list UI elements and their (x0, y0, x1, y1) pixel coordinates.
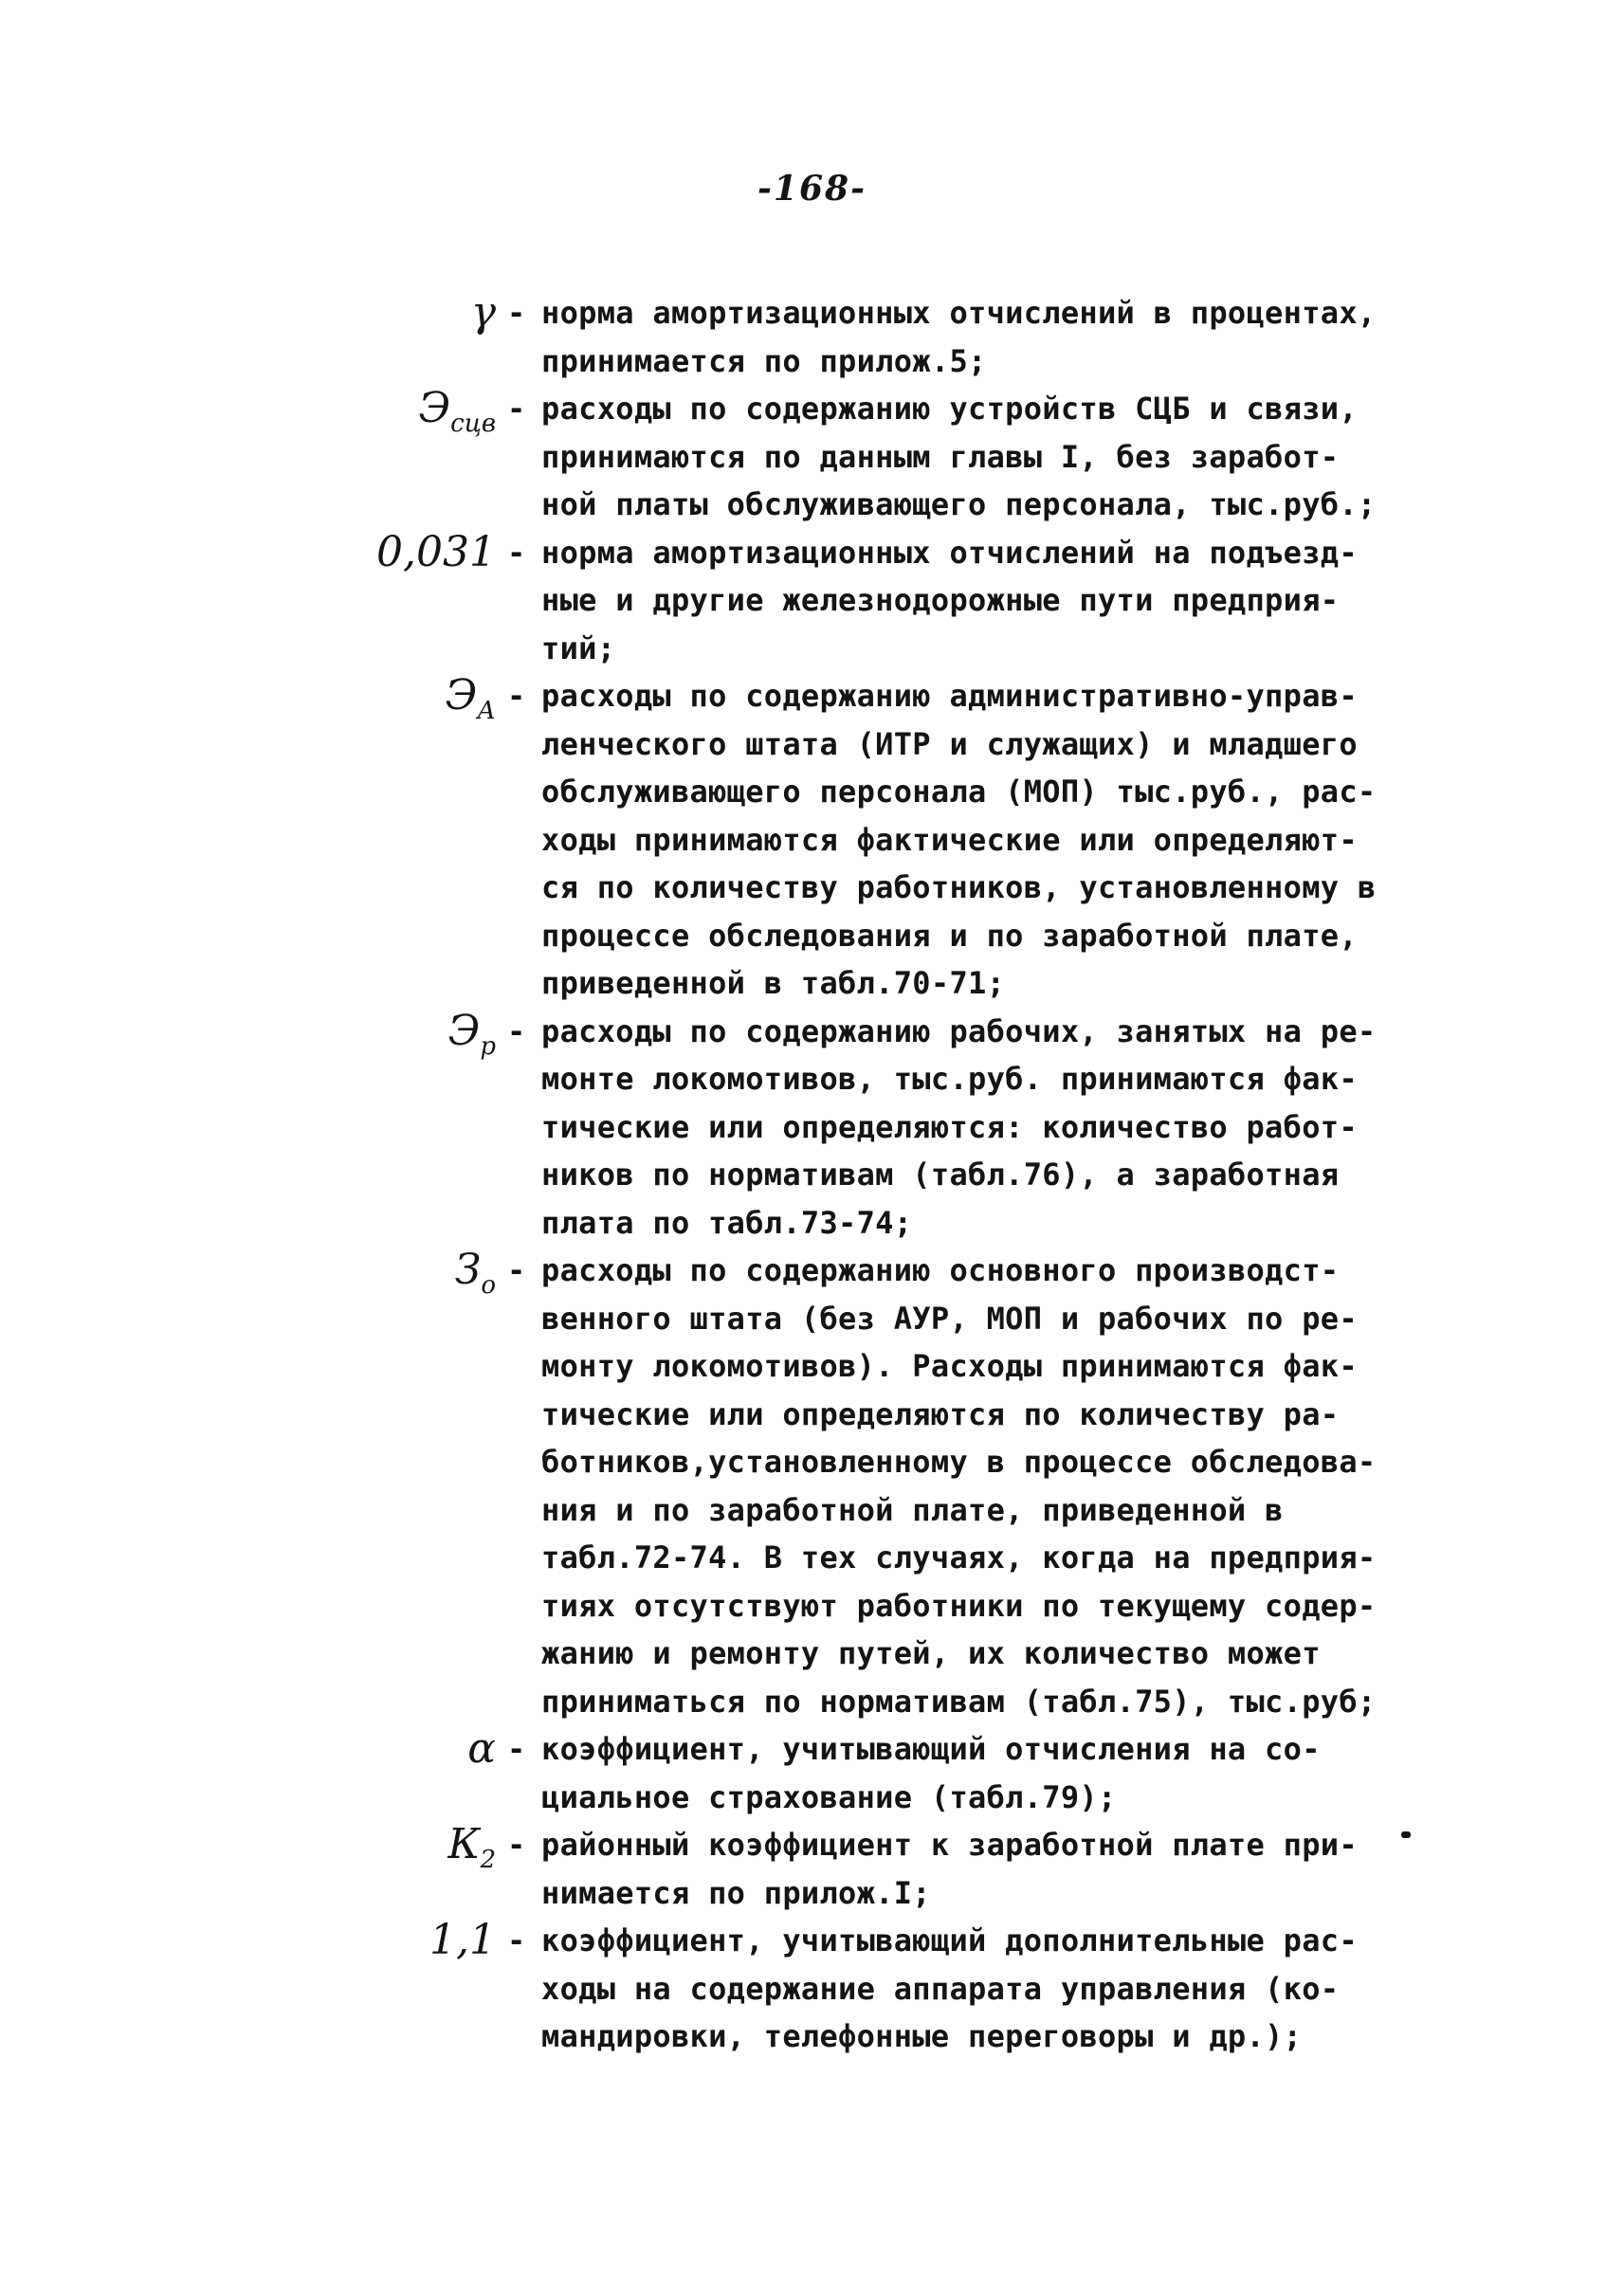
definition-dash: - (507, 678, 526, 714)
definition-text: коэффициент, учитывающий отчисления на со- циальное страхование (табл.79); (541, 1731, 1321, 1815)
page-number: -168- (757, 169, 867, 209)
definition-scb-expenses (360, 385, 1422, 529)
definition-dash: - (507, 1922, 526, 1958)
definition-amortization-rate (360, 289, 1422, 385)
definition-text: расходы по содержанию рабочих, занятых на ре- монте локомотивов, тыс.руб. принимаются фак- тические или определяются: количество работ- ников по нормативам (табл.76), а заработная плата по табл.73-74; (541, 1012, 1377, 1241)
definition-dash: - (507, 1731, 526, 1767)
definition-dash: - (507, 295, 526, 331)
definition-text: расходы по содержанию административно-управ- ленческого штата (ИТР и служащих) и младшего обслуживающего персонала (МОП) тыс.руб., рас- ходы принимаются фактические или определяют- ся по количеству работников, установленному в процессе обследования и по заработной плате, приведенной в табл.70-71; (541, 678, 1377, 1001)
definition-text: норма амортизационных отчислений в процентах, принимается по прилож.5; (541, 295, 1377, 379)
definition-dash: - (507, 534, 526, 571)
definition-management-coefficient (360, 1917, 1422, 2061)
definition-regional-coefficient (360, 1821, 1422, 1917)
definition-symbol: α (467, 1724, 496, 1773)
definition-symbol: $Э_А$ (445, 671, 496, 725)
definition-symbol: γ (470, 288, 496, 337)
definition-dash: - (507, 391, 526, 427)
definition-dash: - (507, 1252, 526, 1288)
definition-track-amortization (360, 529, 1422, 673)
definition-text: коэффициент, учитывающий дополнительные рас- ходы на содержание аппарата управления (ко- мандировки, телефонные переговоры и др.); (541, 1922, 1358, 2054)
definition-repair-workers-expenses (360, 1008, 1422, 1248)
definition-text: расходы по содержанию основного производст- венного штата (без АУР, МОП и рабочих по ре- монту локомотивов). Расходы принимаются фак- тические или определяются по количеству ра- ботников,установленному в процессе обследова- ния и по заработной плате, приведенной в табл.72-74. В тех случаях, когда на предприя- тиях отсутствуют работники по текущему содер- жанию и ремонту путей, их количество может приниматься по нормативам (табл.75), тыс.руб; (541, 1252, 1377, 1720)
definition-dash: - (507, 1012, 526, 1049)
definition-text: расходы по содержанию устройств СЦБ и связи, принимаются по данным главы I, без заработ- ной платы обслуживающего персонала, тыс.руб.; (541, 391, 1377, 522)
definition-symbol: $Э_{сцв}$ (418, 384, 496, 438)
definition-text: районный коэффициент к заработной плате при- нимается по прилож.I; (541, 1827, 1358, 1911)
definition-list (360, 289, 1422, 2061)
definition-social-insurance-coefficient (360, 1725, 1422, 1821)
definition-production-staff-expenses (360, 1247, 1422, 1725)
definition-symbol: 0,031 (376, 527, 496, 576)
definition-symbol: $Э_р$ (447, 1006, 496, 1061)
definition-symbol: 1,1 (429, 1916, 496, 1964)
definition-symbol: $К_2$ (447, 1820, 496, 1874)
definition-admin-staff-expenses (360, 672, 1422, 1008)
definition-symbol: $З_о$ (454, 1246, 496, 1300)
stray-dot-mark (1401, 1831, 1411, 1838)
definition-text: норма амортизационных отчислений на подъезд- ные и другие железнодорожные пути предприя- тий; (541, 534, 1358, 666)
definition-dash: - (507, 1827, 526, 1863)
